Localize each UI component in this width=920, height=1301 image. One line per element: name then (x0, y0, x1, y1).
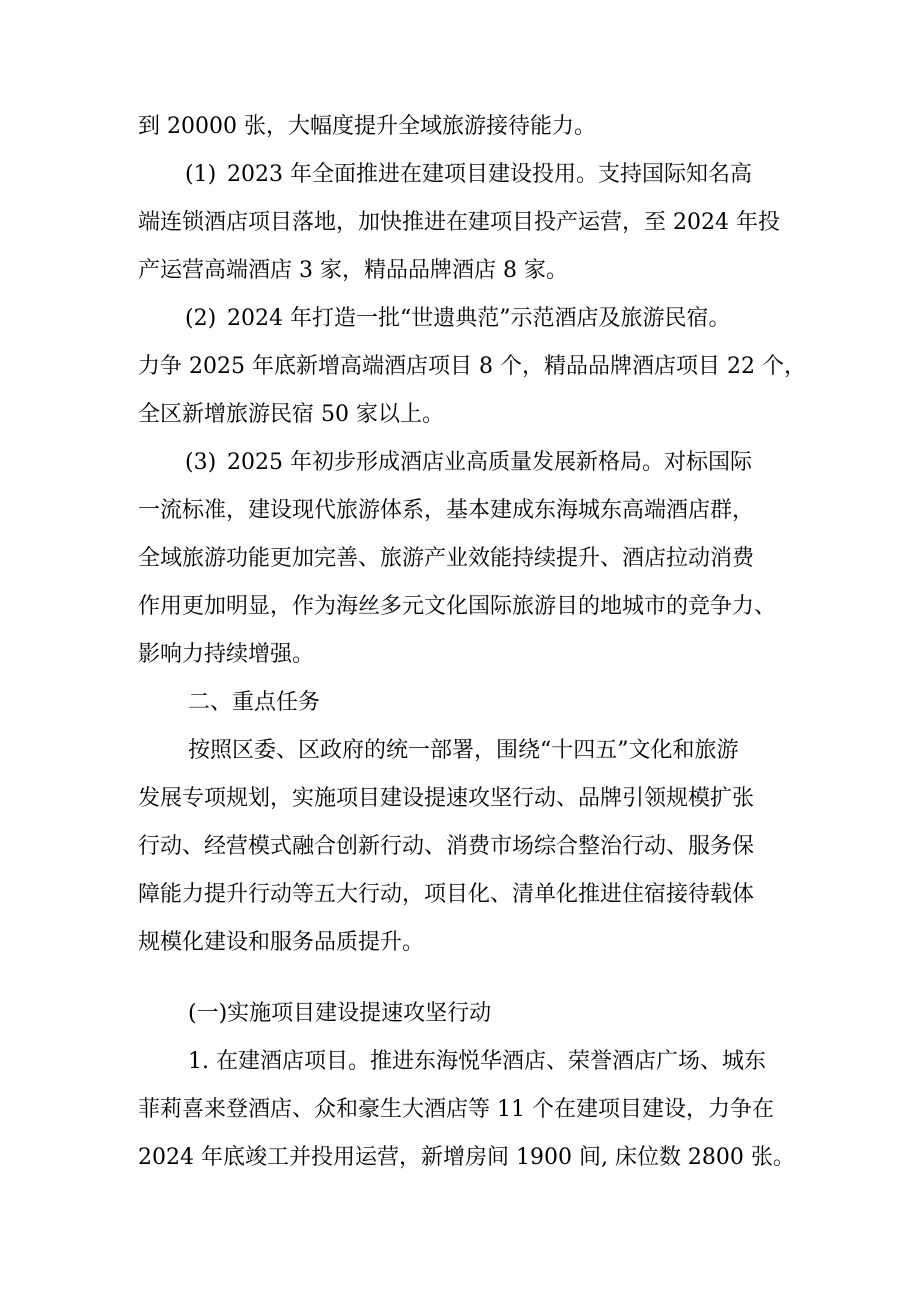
paragraph-text: 2024 年打造一批“世遗典范”示范酒店及旅游民宿。 (227, 306, 731, 331)
paragraph-line: 作用更加明显，作为海丝多元文化国际旅游目的地城市的竞争力、 (138, 594, 777, 619)
list-marker: (2) (185, 306, 217, 331)
paragraph-text: 2023 年全面推进在建项目建设投用。支持国际知名高 (227, 162, 752, 187)
paragraph-line (185, 449, 752, 477)
paragraph-line: 到 20000 张，大幅度提升全域旅游接待能力。 (138, 114, 596, 139)
paragraph-text: 2025 年初步形成酒店业高质量发展新格局。对标国际 (227, 450, 752, 475)
paragraph-line: 菲莉喜来登酒店、众和豪生大酒店等 11 个在建项目建设，力争在 (138, 1097, 774, 1122)
paragraph-line (185, 161, 752, 189)
paragraph-line: 行动、经营模式融合创新行动、消费市场综合整治行动、服务保 (138, 834, 755, 859)
subsection-heading: (一)实施项目建设提速攻坚行动 (188, 1001, 492, 1026)
paragraph-line: 力争 2025 年底新增高端酒店项目 8 个，精品品牌酒店项目 22 个， (138, 354, 806, 379)
paragraph-line: 发展专项规划，实施项目建设提速攻坚行动、品牌引领规模扩张 (138, 786, 755, 811)
paragraph-line: 影响力持续增强。 (138, 642, 315, 667)
paragraph-line: 全域旅游功能更加完善、旅游产业效能持续提升、酒店拉动消费 (138, 546, 755, 571)
paragraph-line: 一流标准，建设现代旅游体系，基本建成东海城东高端酒店群， (138, 498, 755, 523)
paragraph-line: 障能力提升行动等五大行动，项目化、清单化推进住宿接待载体 (138, 882, 755, 907)
list-marker: (1) (185, 162, 217, 187)
section-heading: 二、重点任务 (188, 690, 321, 715)
paragraph-line: 规模化建设和服务品质提升。 (138, 930, 425, 955)
paragraph-line: 全区新增旅游民宿 50 家以上。 (138, 402, 444, 427)
paragraph-line: 按照区委、区政府的统一部署，围绕“十四五”文化和旅游 (188, 738, 739, 763)
paragraph-line: 1. 在建酒店项目。推进东海悦华酒店、荣誉酒店广场、城东 (188, 1049, 766, 1074)
paragraph-line: 产运营高端酒店 3 家，精品品牌酒店 8 家。 (138, 258, 568, 283)
paragraph-line (185, 305, 730, 333)
list-marker: (3) (185, 450, 217, 475)
paragraph-line: 端连锁酒店项目落地，加快推进在建项目投产运营，至 2024 年投 (138, 210, 780, 235)
paragraph-line: 2024 年底竣工并投用运营，新增房间 1900 间, 床位数 2800 张。 (138, 1145, 795, 1170)
